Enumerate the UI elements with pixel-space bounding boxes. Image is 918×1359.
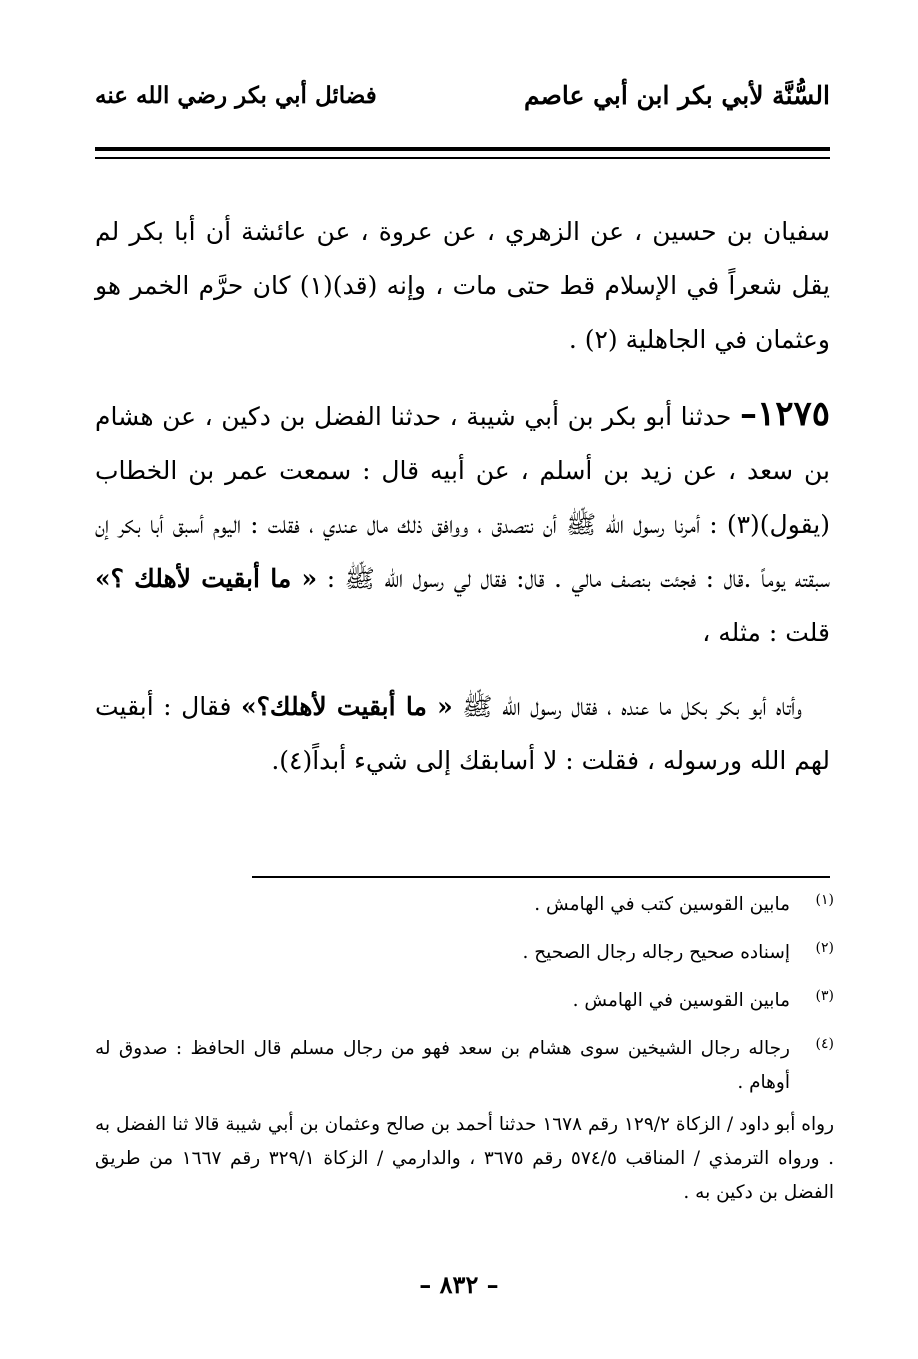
page-number: – ٨٣٢ – — [419, 1270, 499, 1299]
footnote-4-continuation: رواه أبو داود / الزكاة ١٢٩/٢ رقم ١٦٧٨ حدثنا أحمد بن صالح وعثمان بن أبي شيبة قالا ثنا الفضل به . ورواه الترمذي / المناقب ٥٧٤/٥ رقم ٣٦٧٥ ، والدارمي / الزكاة ٣٢٩/١ رقم ١٦٦٧ من طريق الفضل بن دكين به . — [95, 1114, 835, 1203]
footnote-number: (٢) — [815, 940, 834, 956]
footnote-3 — [95, 984, 834, 1018]
footnote-4 — [95, 1032, 834, 1100]
hadith-number: ١٢٧٥ — [756, 394, 830, 434]
section-title: فضائل أبي بكر رضي الله عنه — [95, 81, 377, 109]
running-header — [95, 70, 830, 120]
book-title: السُّنَّة لأبي بكر ابن أبي عاصم — [523, 80, 830, 110]
hadith-paragraph — [95, 387, 830, 660]
footnote-1 — [95, 888, 834, 922]
hadith-text-2: قلت : مثله ، — [702, 618, 830, 647]
footnote-number: (٣) — [815, 988, 834, 1004]
paragraph-3-end: فقال : أبقيت لهم الله ورسوله ، فقلت : لا أسابقك إلى شيء أبداً(٤). — [95, 692, 830, 775]
header-rule-thick — [95, 147, 830, 151]
footnote-text: رجاله رجال الشيخين سوى هشام بن سعد فهو من رجال مسلم قال الحافظ : صدوق له أوهام . — [95, 1038, 790, 1093]
paragraph-1: سفيان بن حسين ، عن الزهري ، عن عروة ، عن عائشة أن أبا بكر لم يقل شعراً في الإسلام قط حتى مات ، وإنه (قد)(١) كان حرَّم الخمر هو وعثمان في الجاهلية (٢) . — [95, 217, 830, 354]
quote-1: « ما أبقيت لأهلك ؟» — [95, 564, 318, 593]
footnotes — [95, 888, 834, 1210]
quote-2: « ما أبقيت لأهلك؟» — [240, 692, 453, 721]
footnote-number: (٤) — [815, 1036, 834, 1052]
main-text — [95, 205, 830, 788]
footnote-text: إسناده صحيح رجاله رجال الصحيح . — [522, 942, 790, 963]
paragraph-3 — [95, 680, 830, 788]
footnote-text: مابين القوسين كتب في الهامش . — [534, 894, 790, 915]
footnote-rule — [252, 876, 830, 878]
footnote-text: مابين القوسين في الهامش . — [572, 990, 790, 1011]
header-rule-thin — [95, 157, 830, 159]
hadith-text-1: حدثنا أبو بكر بن أبي شيبة ، حدثنا الفضل بن دكين ، عن هشام بن سعد ، عن زيد بن أسلم ، عن أبيه قال : سمعت عمر بن الخطاب (يقول)(٣) : أمرنا رسول الله ﷺ أن نتصدق ، ووافق ذلك مال عندي ، فقلت : اليوم أسبق أبا بكر إن سبقته يوماً .قال : فجئت بنصف مالي . قال: فقال لي رسول الله ﷺ : — [95, 402, 830, 593]
paragraph-3-start: وأتاه أبو بكر بكل ما عنده ، فقال رسول الله ﷺ — [462, 692, 802, 721]
hadith-dash: – — [739, 394, 757, 434]
footnote-2 — [95, 936, 834, 970]
footnote-number: (١) — [815, 892, 834, 908]
